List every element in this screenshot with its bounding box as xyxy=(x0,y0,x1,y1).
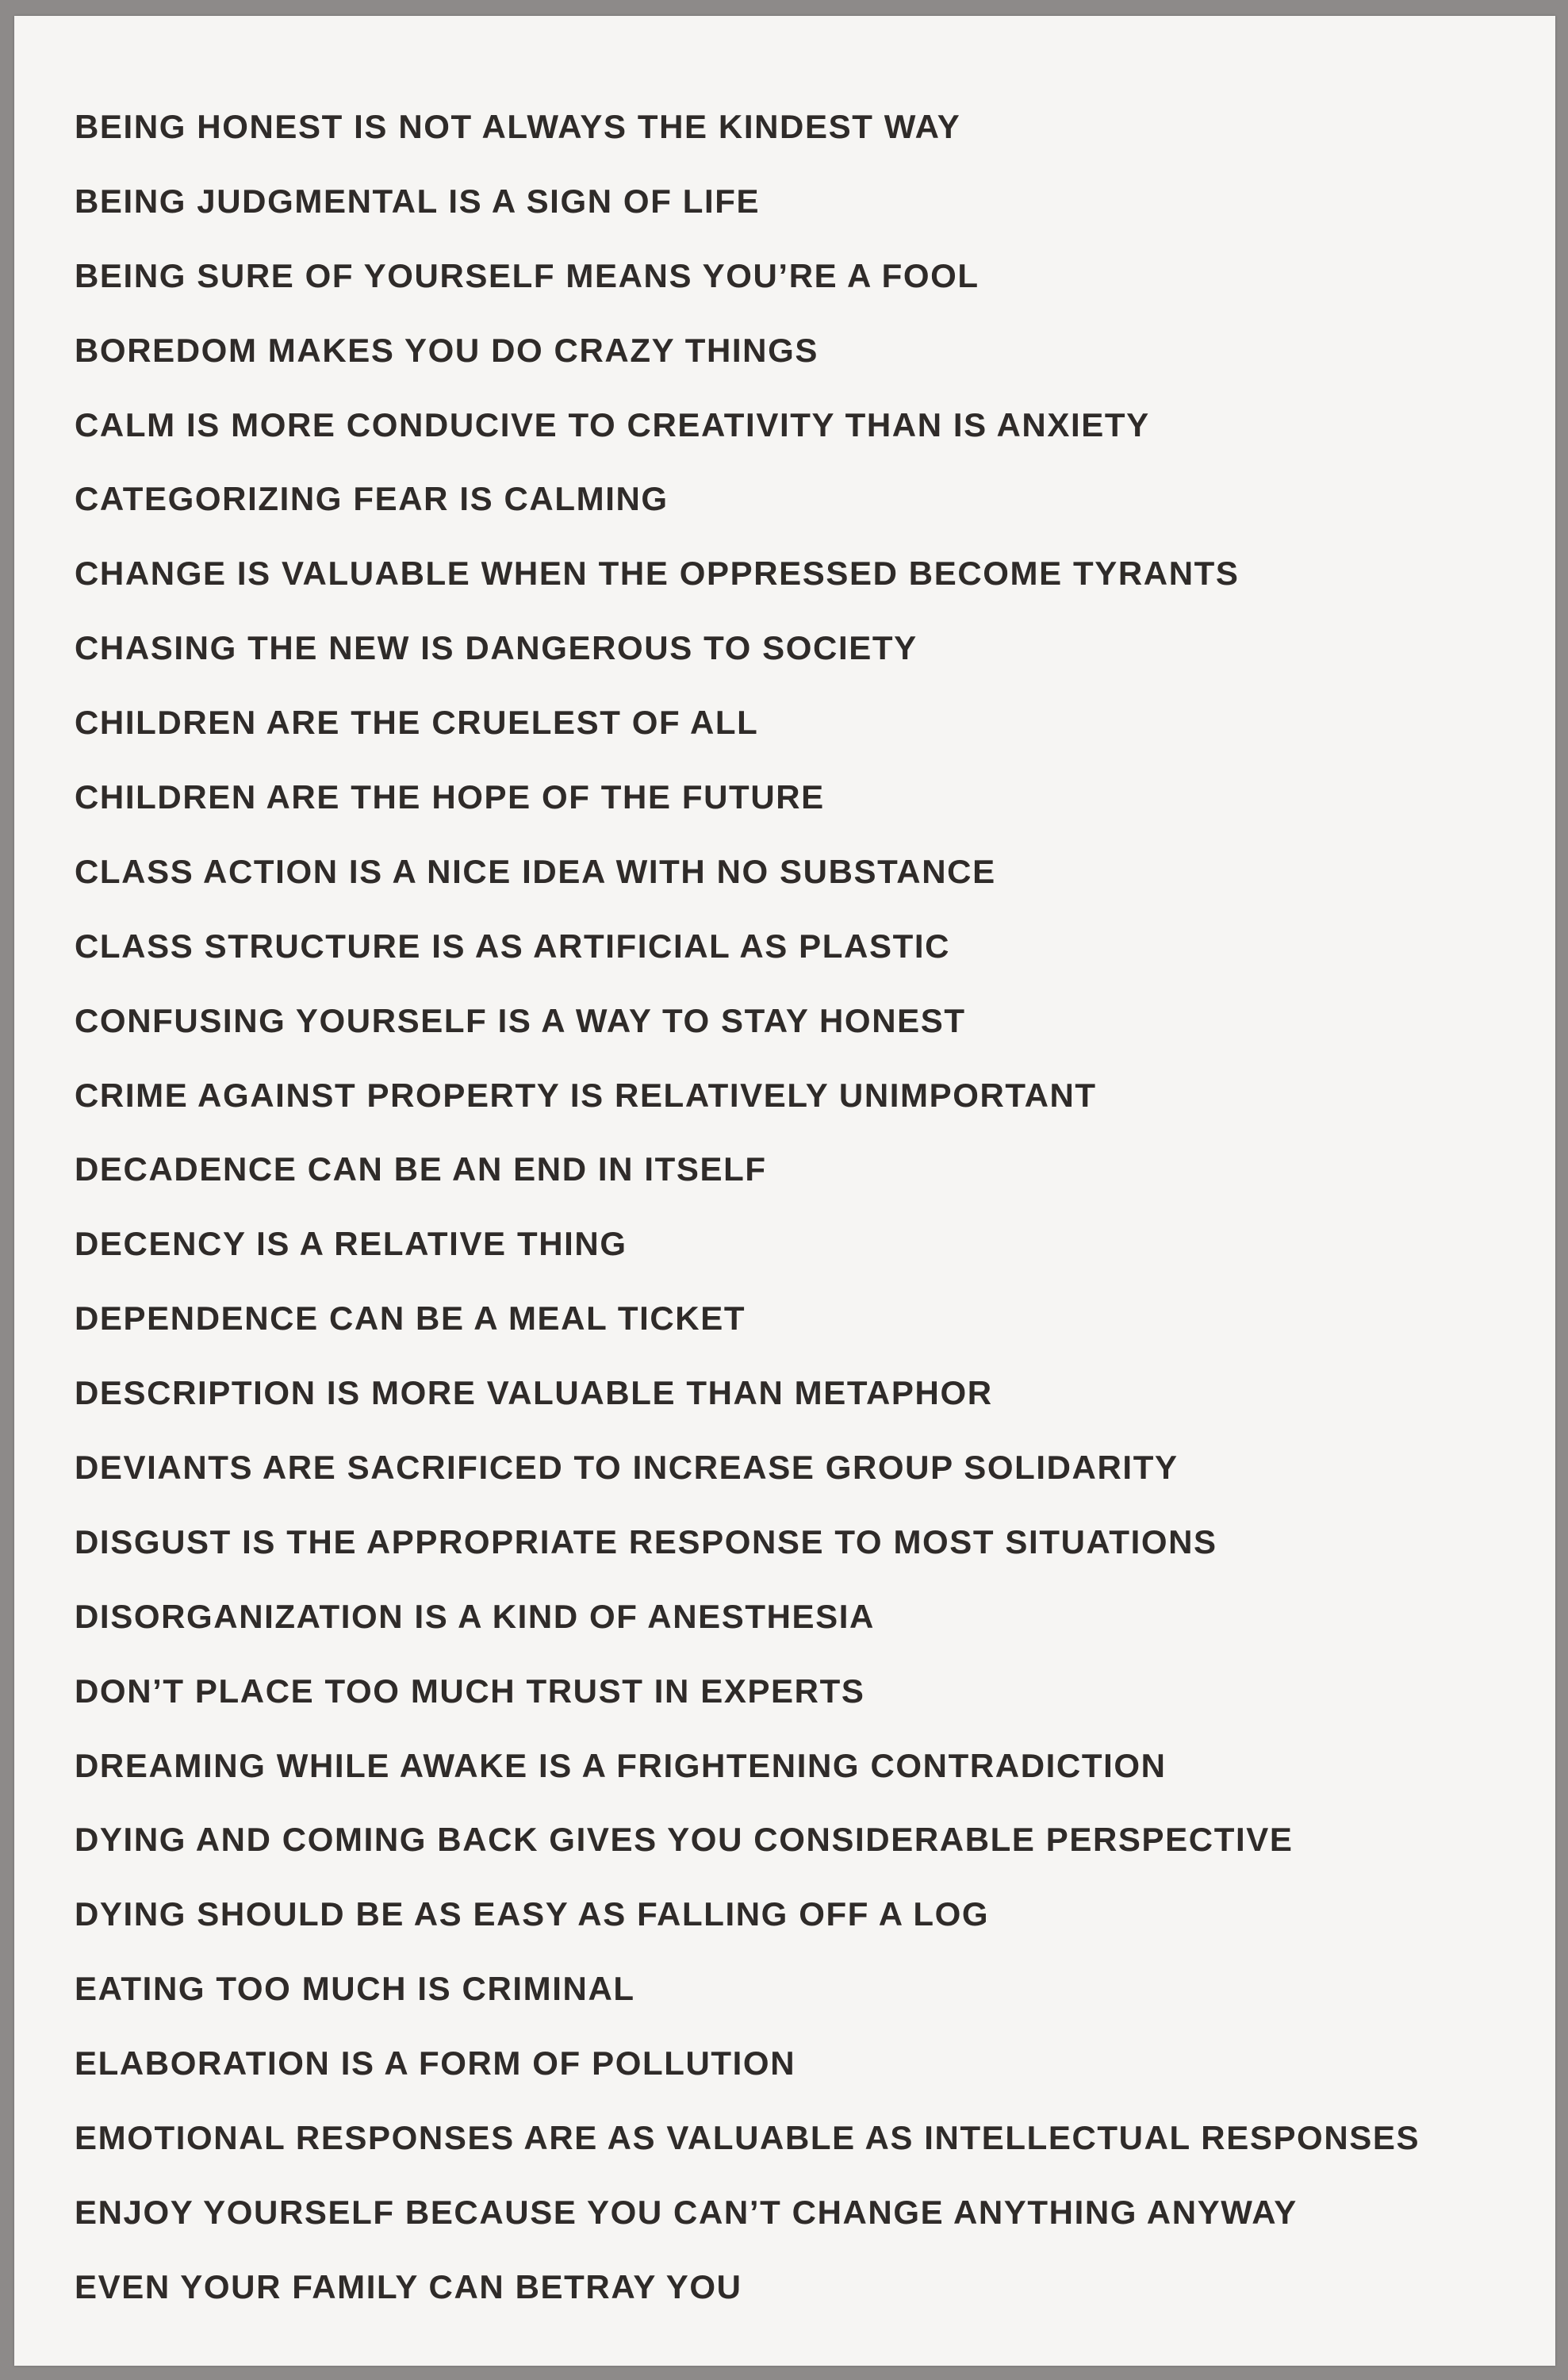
truism-line: DYING AND COMING BACK GIVES YOU CONSIDERABLE PERSPECTIVE xyxy=(75,1821,1294,1859)
truism-line: EVEN YOUR FAMILY CAN BETRAY YOU xyxy=(75,2267,742,2305)
truism-line: DISORGANIZATION IS A KIND OF ANESTHESIA xyxy=(75,1597,875,1635)
truism-line: DECADENCE CAN BE AN END IN ITSELF xyxy=(75,1150,767,1188)
poster-sheet xyxy=(14,16,1555,2366)
truism-line: CHILDREN ARE THE HOPE OF THE FUTURE xyxy=(75,778,825,816)
truism-line: CONFUSING YOURSELF IS A WAY TO STAY HONEST xyxy=(75,1001,966,1039)
truism-line: EATING TOO MUCH IS CRIMINAL xyxy=(75,1970,635,2008)
truism-line: CLASS ACTION IS A NICE IDEA WITH NO SUBSTANCE xyxy=(75,852,996,890)
truism-line: CALM IS MORE CONDUCIVE TO CREATIVITY THAN IS ANXIETY xyxy=(75,405,1150,443)
truism-line: BEING JUDGMENTAL IS A SIGN OF LIFE xyxy=(75,182,761,220)
truism-line: CATEGORIZING FEAR IS CALMING xyxy=(75,480,669,518)
truism-line: BEING SURE OF YOURSELF MEANS YOU’RE A FOOL xyxy=(75,256,980,294)
truism-line: DON’T PLACE TOO MUCH TRUST IN EXPERTS xyxy=(75,1672,865,1710)
truism-line: BOREDOM MAKES YOU DO CRAZY THINGS xyxy=(75,331,819,369)
truism-line: CHANGE IS VALUABLE WHEN THE OPPRESSED BECOME TYRANTS xyxy=(75,555,1240,593)
truism-line: BEING HONEST IS NOT ALWAYS THE KINDEST WAY xyxy=(75,108,961,145)
truism-line: DECENCY IS A RELATIVE THING xyxy=(75,1225,627,1263)
truism-line: DISGUST IS THE APPROPRIATE RESPONSE TO MOST SITUATIONS xyxy=(75,1522,1217,1560)
truism-line: DYING SHOULD BE AS EASY AS FALLING OFF A LOG xyxy=(75,1895,990,1933)
truism-line: CRIME AGAINST PROPERTY IS RELATIVELY UNIMPORTANT xyxy=(75,1076,1097,1114)
truism-line: EMOTIONAL RESPONSES ARE AS VALUABLE AS INTELLECTUAL RESPONSES xyxy=(75,2119,1420,2157)
truism-line: ELABORATION IS A FORM OF POLLUTION xyxy=(75,2044,796,2082)
truism-line: DESCRIPTION IS MORE VALUABLE THAN METAPHOR xyxy=(75,1374,993,1412)
truism-line: ENJOY YOURSELF BECAUSE YOU CAN’T CHANGE ANYTHING ANYWAY xyxy=(75,2193,1298,2231)
truism-line: CHILDREN ARE THE CRUELEST OF ALL xyxy=(75,704,759,742)
truism-line: DEPENDENCE CAN BE A MEAL TICKET xyxy=(75,1299,746,1338)
truism-line: CLASS STRUCTURE IS AS ARTIFICIAL AS PLASTIC xyxy=(75,927,951,965)
truism-line: CHASING THE NEW IS DANGEROUS TO SOCIETY xyxy=(75,629,918,667)
truism-line: DREAMING WHILE AWAKE IS A FRIGHTENING CONTRADICTION xyxy=(75,1746,1167,1784)
truism-list xyxy=(75,102,1542,2336)
truism-line: DEVIANTS ARE SACRIFICED TO INCREASE GROUP SOLIDARITY xyxy=(75,1449,1179,1487)
